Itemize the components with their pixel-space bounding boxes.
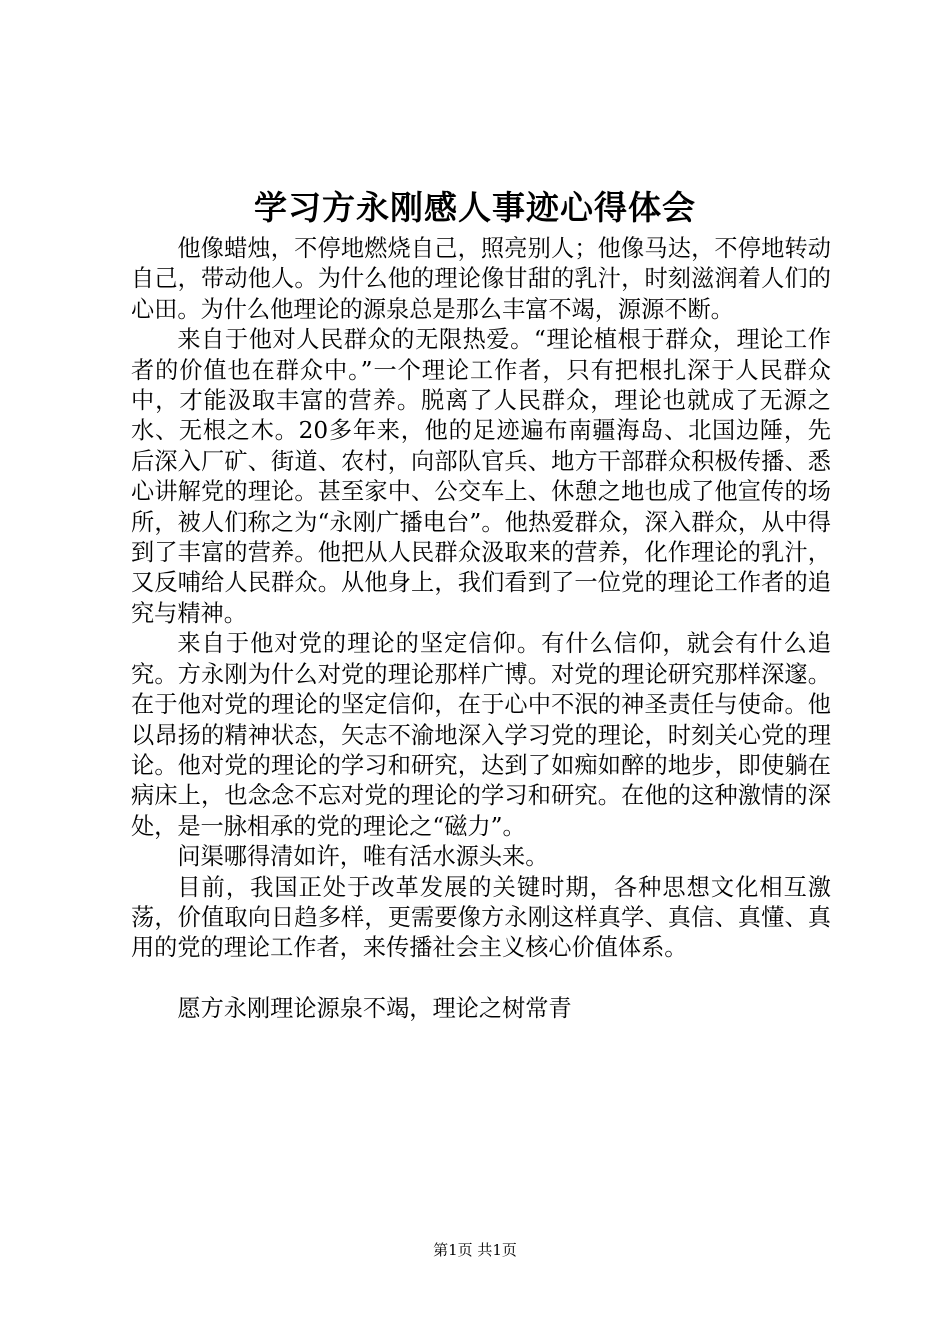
page-number-footer: 第1页 共1页	[433, 1241, 517, 1259]
closing-paragraph: 愿方永刚理论源泉不竭，理论之树常青	[177, 994, 572, 1022]
paragraph: 他像蜡烛，不停地燃烧自己，照亮别人；他像马达，不停地转动自己，带动他人。为什么他的理论像甘甜的乳汁，时刻滋润着人们的心田。为什么他理论的源泉总是那么丰富不竭，源源不断。	[131, 235, 831, 323]
paragraph: 来自于他对人民群众的无限热爱。“理论植根于群众，理论工作者的价值也在群众中。”一个理论工作者，只有把根扎深于人民群众中，才能汲取丰富的营养。脱离了人民群众，理论也就成了无源之水、无根之木。20多年来，他的足迹遍布南疆海岛、北国边陲，先后深入厂矿、街道、农村，向部队官兵、地方干部群众积极传播、悉心讲解党的理论。甚至家中、公交车上、休憩之地也成了他宣传的场所，被人们称之为“永刚广播电台”。他热爱群众，深入群众，从中得到了丰富的营养。他把从人民群众汲取来的营养，化作理论的乳汁，又反哺给人民群众。从他身上，我们看到了一位党的理论工作者的追究与精神。	[131, 326, 831, 627]
document-body	[131, 234, 831, 1024]
paragraph: 目前，我国正处于改革发展的关键时期，各种思想文化相互激荡，价值取向日趋多样，更需要像方永刚这样真学、真信、真懂、真用的党的理论工作者，来传播社会主义核心价值体系。	[131, 873, 831, 962]
paragraph: 问渠哪得清如许，唯有活水源头来。	[177, 843, 549, 871]
document-title: 学习方永刚感人事迹心得体会	[254, 188, 696, 227]
paragraph: 来自于他对党的理论的坚定信仰。有什么信仰，就会有什么追究。方永刚为什么对党的理论那样广博。对党的理论研究那样深邃。在于他对党的理论的坚定信仰，在于心中不泯的神圣责任与使命。他以昂扬的精神状态，矢志不渝地深入学习党的理论，时刻关心党的理论。他对党的理论的学习和研究，达到了如痴如醉的地步，即使躺在病床上，也念念不忘对党的理论的学习和研究。在他的这种激情的深处，是一脉相承的党的理论之“磁力”。	[131, 630, 831, 840]
